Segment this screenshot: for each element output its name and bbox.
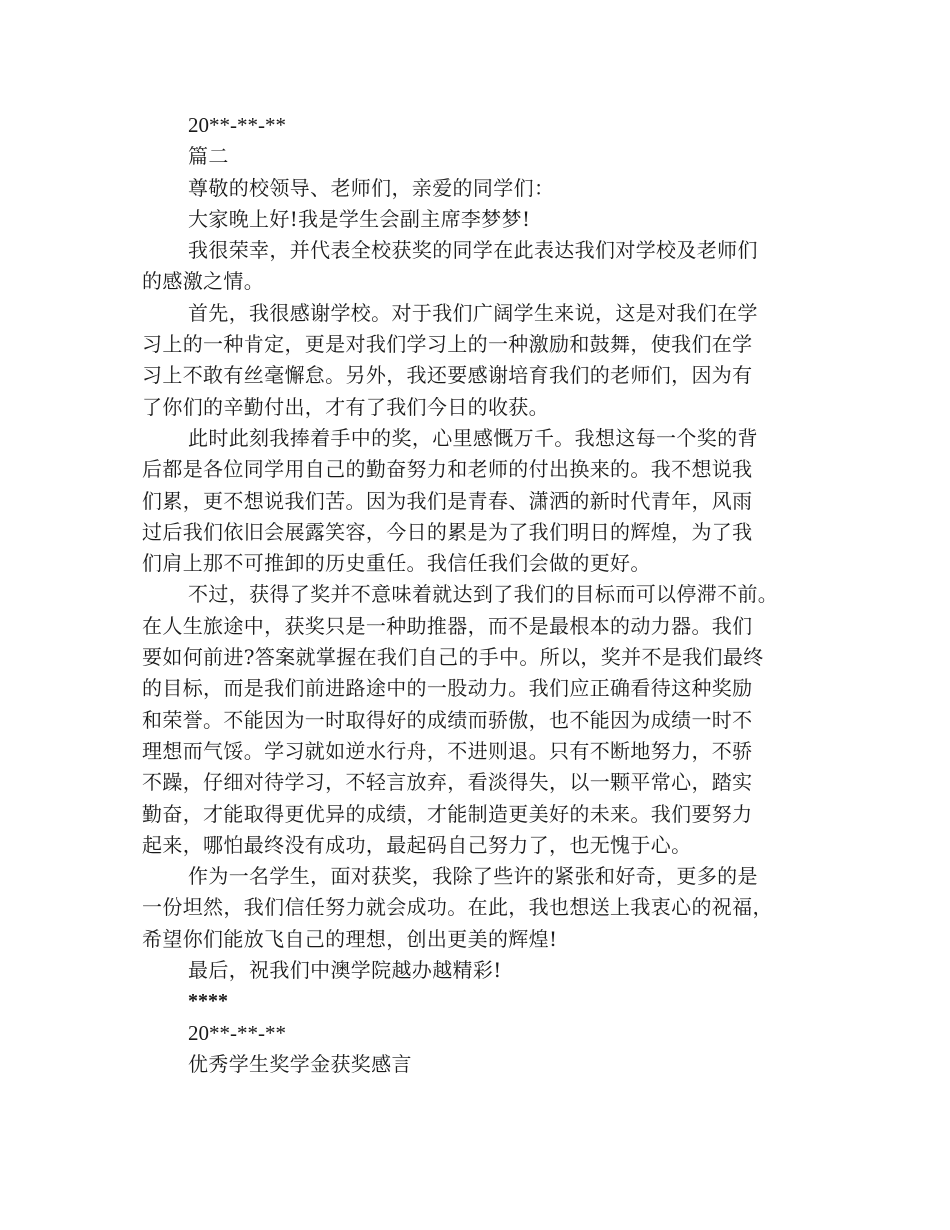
paragraph-2 [142, 298, 810, 423]
greeting: 大家晚上好!我是学生会副主席李梦梦! [188, 206, 531, 231]
paragraph-line: 们累，更不想说我们苦。因为我们是青春、潇洒的新时代青年，风雨 [142, 488, 753, 513]
paragraph-line: 一份坦然，我们信任努力就会成功。在此，我也想送上我衷心的祝福， [142, 895, 773, 920]
paragraph-line: 不过，获得了奖并不意味着就达到了我们的目标而可以停滞不前。 [188, 582, 779, 607]
paragraph-line: 习上的一种肯定，更是对我们学习上的一种激励和鼓舞，使我们在学 [142, 332, 753, 357]
paragraph-5 [142, 861, 810, 955]
document-body [142, 110, 810, 1080]
signature: **** [188, 990, 228, 1013]
paragraph-line: 起来，哪怕最终没有成功，最起码自己努力了，也无愧于心。 [142, 832, 692, 857]
paragraph-1 [142, 235, 810, 298]
paragraph-line: 要如何前进?答案就掌握在我们自己的手中。所以，奖并不是我们最终 [142, 645, 764, 670]
paragraph-line: 希望你们能放飞自己的理想，创出更美的辉煌! [142, 926, 558, 951]
date-top: 20**-**-** [188, 113, 286, 137]
date-bottom: 20**-**-** [188, 1020, 286, 1045]
paragraph-line: 和荣誉。不能因为一时取得好的成绩而骄傲，也不能因为成绩一时不 [142, 707, 753, 732]
paragraph-line: 们肩上那不可推卸的历史重任。我信任我们会做的更好。 [142, 551, 651, 576]
paragraph-line: 此时此刻我捧着手中的奖，心里感慨万千。我想这每一个奖的背 [188, 425, 758, 450]
salutation: 尊敬的校领导、老师们，亲爱的同学们： [188, 175, 555, 200]
paragraph-line: 的感激之情。 [142, 269, 265, 294]
next-section-title: 优秀学生奖学金获奖感言 [188, 1051, 412, 1076]
paragraph-line: 我很荣幸，并代表全校获奖的同学在此表达我们对学校及老师们 [188, 238, 758, 263]
paragraph-line: 过后我们依旧会展露笑容，今日的累是为了我们明日的辉煌，为了我 [142, 519, 753, 544]
paragraph-line: 作为一名学生，面对获奖，我除了些许的紧张和好奇，更多的是 [188, 864, 758, 889]
paragraph-line: 了你们的辛勤付出，才有了我们今日的收获。 [142, 394, 549, 419]
paragraph-line: 后都是各位同学用自己的勤奋努力和老师的付出换来的。我不想说我 [142, 457, 753, 482]
paragraph-3 [142, 423, 810, 579]
paragraph-line: 的目标，而是我们前进路途中的一股动力。我们应正确看待这种奖励 [142, 676, 753, 701]
paragraph-line: 习上不敢有丝毫懈怠。另外，我还要感谢培育我们的老师们，因为有 [142, 363, 753, 388]
paragraph-line: 首先，我很感谢学校。对于我们广阔学生来说，这是对我们在学 [188, 300, 758, 325]
section-label: 篇二 [188, 144, 229, 169]
paragraph-line: 在人生旅途中，获奖只是一种助推器，而不是最根本的动力器。我们 [142, 613, 753, 638]
paragraph-4 [142, 579, 810, 861]
paragraph-line: 不躁，仔细对待学习，不轻言放弃，看淡得失，以一颗平常心，踏实 [142, 770, 753, 795]
paragraph-line: 理想而气馁。学习就如逆水行舟，不进则退。只有不断地努力，不骄 [142, 738, 753, 763]
closing-line: 最后，祝我们中澳学院越办越精彩! [188, 958, 502, 983]
paragraph-line: 勤奋，才能取得更优异的成绩，才能制造更美好的未来。我们要努力 [142, 801, 753, 826]
